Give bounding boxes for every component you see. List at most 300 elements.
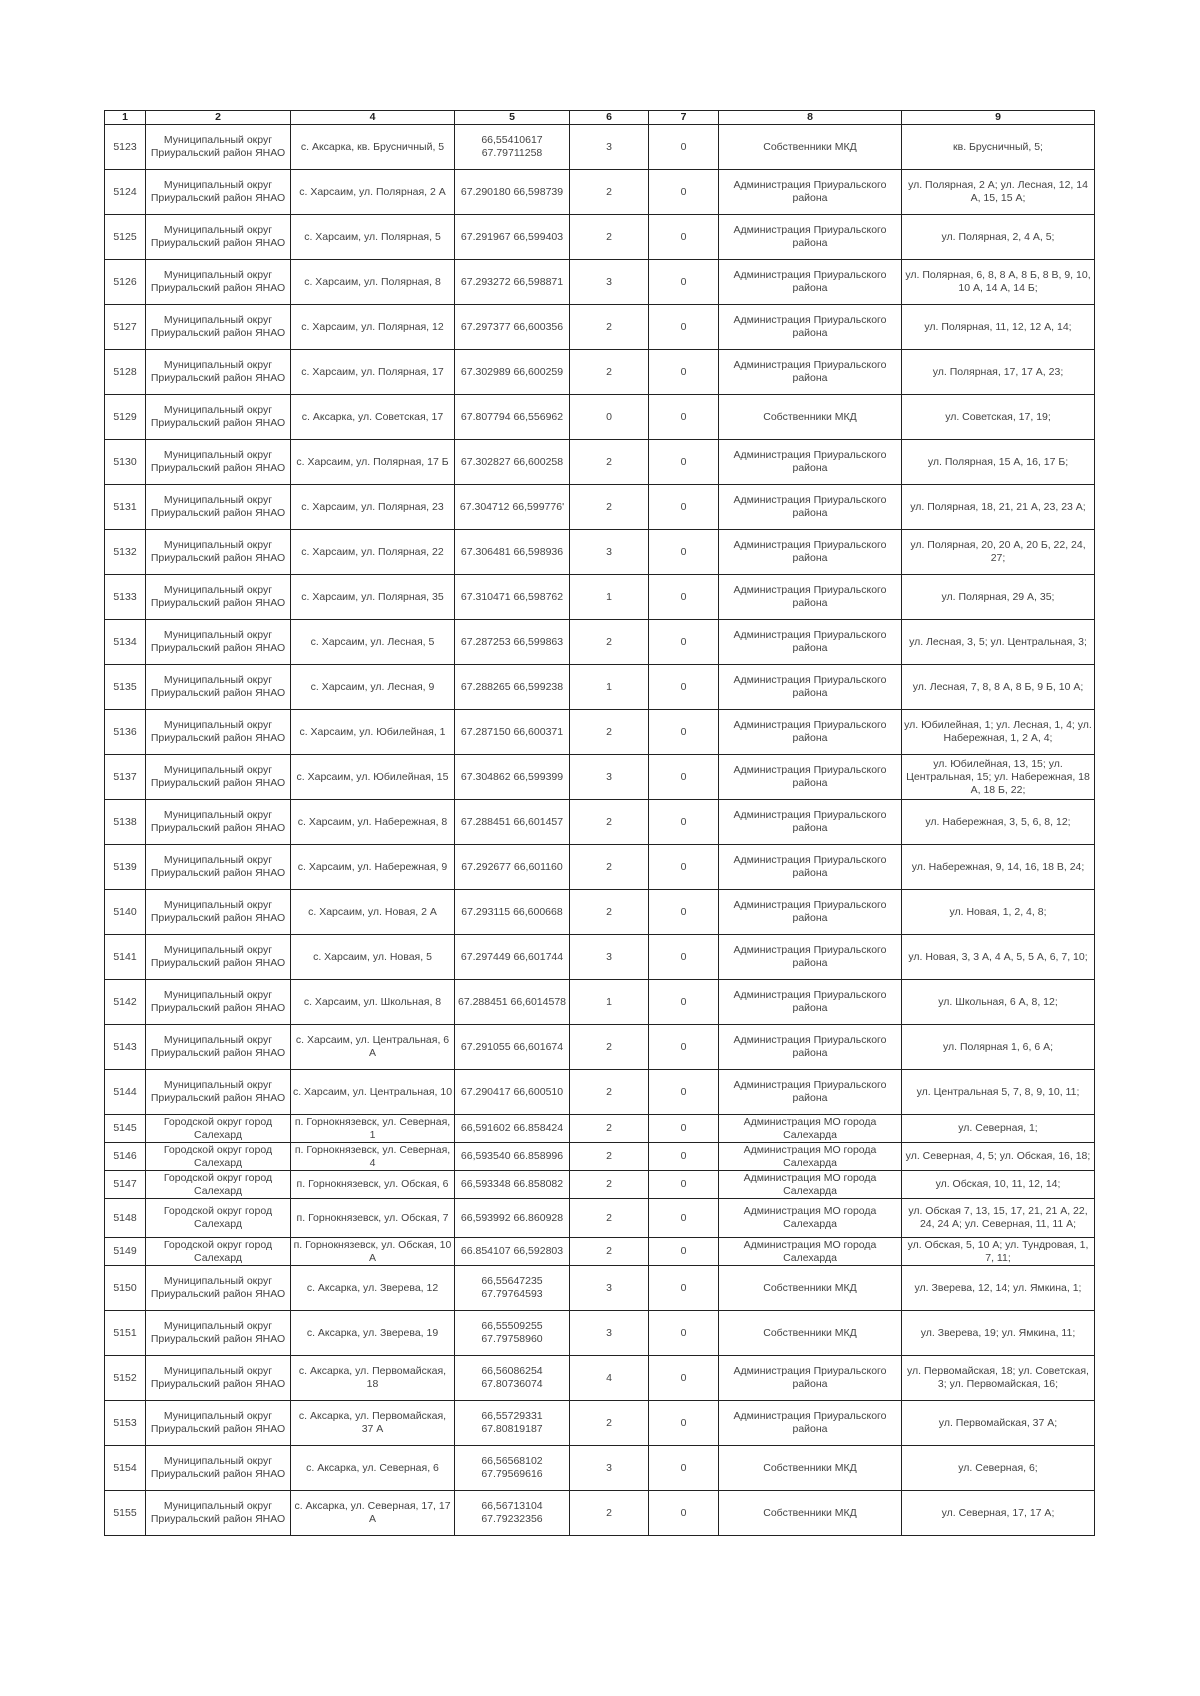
table-row (105, 350, 1095, 395)
table-cell: Муниципальный округ Приуральский район ЯНАО (146, 1401, 291, 1446)
table-cell: 0 (649, 1446, 719, 1491)
table-cell: Муниципальный округ Приуральский район ЯНАО (146, 1491, 291, 1536)
table-cell: 0 (649, 1356, 719, 1401)
table-cell: с. Харсаим, ул. Полярная, 23 (291, 485, 455, 530)
table-cell: ул. Первомайская, 37 А; (902, 1401, 1095, 1446)
table-cell: ул. Полярная, 15 А, 16, 17 Б; (902, 440, 1095, 485)
table-row (105, 620, 1095, 665)
table-cell: 0 (649, 845, 719, 890)
table-cell: Администрация МО города Салехарда (719, 1143, 902, 1171)
table-row (105, 980, 1095, 1025)
table-row (105, 1070, 1095, 1115)
table-cell: Администрация МО города Салехарда (719, 1238, 902, 1266)
column-header: 5 (455, 111, 570, 125)
table-cell: Администрация Приуральского района (719, 1401, 902, 1446)
table-cell: с. Харсаим, ул. Полярная, 22 (291, 530, 455, 575)
table-row (105, 395, 1095, 440)
table-cell: 5135 (105, 665, 146, 710)
table-cell: 2 (570, 1070, 649, 1115)
table-cell: с. Аксарка, ул. Советская, 17 (291, 395, 455, 440)
table-cell: ул. Полярная 1, 6, 6 А; (902, 1025, 1095, 1070)
table-cell: 3 (570, 125, 649, 170)
table-cell: 0 (649, 665, 719, 710)
header-row (105, 111, 1095, 125)
table-cell: 67.292677 66,601160 (455, 845, 570, 890)
table-cell: 0 (649, 710, 719, 755)
table-cell: 0 (649, 125, 719, 170)
table-cell: Муниципальный округ Приуральский район ЯНАО (146, 350, 291, 395)
table-cell: с. Харсаим, ул. Центральная, 6 А (291, 1025, 455, 1070)
table-cell: ул. Полярная, 20, 20 А, 20 Б, 22, 24, 27; (902, 530, 1095, 575)
table-cell: 66.854107 66,592803 (455, 1238, 570, 1266)
table-cell: Администрация Приуральского района (719, 440, 902, 485)
table-cell: Муниципальный округ Приуральский район ЯНАО (146, 1025, 291, 1070)
table-cell: 5142 (105, 980, 146, 1025)
table-cell: ул. Полярная, 6, 8, 8 А, 8 Б, 8 В, 9, 10, 10 А, 14 А, 14 Б; (902, 260, 1095, 305)
table-cell: ул. Полярная, 29 А, 35; (902, 575, 1095, 620)
table-row (105, 1115, 1095, 1143)
table-cell: с. Аксарка, ул. Первомайская, 18 (291, 1356, 455, 1401)
table-cell: 0 (649, 440, 719, 485)
table-cell: Муниципальный округ Приуральский район ЯНАО (146, 1070, 291, 1115)
table-cell: п. Горнокнязевск, ул. Северная, 1 (291, 1115, 455, 1143)
table-cell: Муниципальный округ Приуральский район ЯНАО (146, 575, 291, 620)
table-cell: 0 (649, 1070, 719, 1115)
table-cell: Муниципальный округ Приуральский район ЯНАО (146, 440, 291, 485)
table-row (105, 170, 1095, 215)
table-cell: с. Харсаим, ул. Полярная, 17 Б (291, 440, 455, 485)
table-cell: 5148 (105, 1199, 146, 1238)
table-cell: 0 (649, 350, 719, 395)
table-cell: 2 (570, 1491, 649, 1536)
table-cell: 5144 (105, 1070, 146, 1115)
table-cell: с. Харсаим, ул. Набережная, 8 (291, 800, 455, 845)
table-cell: с. Харсаим, ул. Полярная, 2 А (291, 170, 455, 215)
table-row (105, 1446, 1095, 1491)
table-cell: 67.302989 66,600259 (455, 350, 570, 395)
table-cell: Муниципальный округ Приуральский район ЯНАО (146, 1356, 291, 1401)
table-cell: 2 (570, 1199, 649, 1238)
table-cell: 5143 (105, 1025, 146, 1070)
table-cell: 2 (570, 170, 649, 215)
table-cell: 0 (649, 1025, 719, 1070)
table-cell: Собственники МКД (719, 1266, 902, 1311)
table-cell: Муниципальный округ Приуральский район ЯНАО (146, 710, 291, 755)
table-cell: Собственники МКД (719, 395, 902, 440)
table-cell: 2 (570, 1238, 649, 1266)
table-cell: 1 (570, 980, 649, 1025)
table-cell: 2 (570, 350, 649, 395)
table-cell: 66,593992 66.860928 (455, 1199, 570, 1238)
table-cell: Администрация Приуральского района (719, 665, 902, 710)
table-cell: 67.297449 66,601744 (455, 935, 570, 980)
table-cell: с. Харсаим, ул. Лесная, 9 (291, 665, 455, 710)
table-cell: 5127 (105, 305, 146, 350)
table-cell: Муниципальный округ Приуральский район ЯНАО (146, 125, 291, 170)
table-row (105, 1401, 1095, 1446)
table-cell: 3 (570, 530, 649, 575)
table-cell: с. Харсаим, ул. Набережная, 9 (291, 845, 455, 890)
table-cell: 2 (570, 1143, 649, 1171)
table-cell: 3 (570, 935, 649, 980)
table-row (105, 485, 1095, 530)
table-cell: 0 (649, 1311, 719, 1356)
table-cell: с. Харсаим, ул. Полярная, 12 (291, 305, 455, 350)
table-cell: Администрация Приуральского района (719, 530, 902, 575)
table-cell: 4 (570, 1356, 649, 1401)
table-cell: Собственники МКД (719, 1311, 902, 1356)
table-cell: Администрация Приуральского района (719, 485, 902, 530)
table-cell: с. Харсаим, ул. Полярная, 8 (291, 260, 455, 305)
table-cell: ул. Полярная, 17, 17 А, 23; (902, 350, 1095, 395)
table-cell: Администрация МО города Салехарда (719, 1171, 902, 1199)
table-cell: 5133 (105, 575, 146, 620)
table-cell: п. Горнокнязевск, ул. Северная, 4 (291, 1143, 455, 1171)
table-cell: ул. Северная, 1; (902, 1115, 1095, 1143)
table-cell: Муниципальный округ Приуральский район ЯНАО (146, 170, 291, 215)
table-cell: с. Харсаим, ул. Новая, 5 (291, 935, 455, 980)
table-cell: Администрация Приуральского района (719, 170, 902, 215)
table-cell: 5141 (105, 935, 146, 980)
table-cell: 5152 (105, 1356, 146, 1401)
table-cell: с. Харсаим, ул. Полярная, 5 (291, 215, 455, 260)
column-header: 8 (719, 111, 902, 125)
table-cell: 1 (570, 665, 649, 710)
table-cell: ул. Северная, 17, 17 А; (902, 1491, 1095, 1536)
table-cell: 0 (649, 1199, 719, 1238)
table-cell: Муниципальный округ Приуральский район ЯНАО (146, 305, 291, 350)
table-cell: ул. Полярная, 2, 4 А, 5; (902, 215, 1095, 260)
table-cell: 67.293272 66,598871 (455, 260, 570, 305)
table-cell: 66,55647235 67.79764593 (455, 1266, 570, 1311)
table-cell: ул. Набережная, 3, 5, 6, 8, 12; (902, 800, 1095, 845)
table-cell: 67.287253 66,599863 (455, 620, 570, 665)
table-cell: 0 (649, 1171, 719, 1199)
table-cell: п. Горнокнязевск, ул. Обская, 10 А (291, 1238, 455, 1266)
table-cell: 2 (570, 305, 649, 350)
table-cell: 0 (649, 755, 719, 800)
table-cell: Администрация Приуральского района (719, 260, 902, 305)
table-cell: 67.291967 66,599403 (455, 215, 570, 260)
table-cell: 2 (570, 620, 649, 665)
table-cell: 0 (649, 575, 719, 620)
table-cell: Муниципальный округ Приуральский район ЯНАО (146, 395, 291, 440)
table-cell: 3 (570, 1446, 649, 1491)
table-cell: 0 (649, 1401, 719, 1446)
table-cell: Городской округ город Салехард (146, 1115, 291, 1143)
table-cell: 5137 (105, 755, 146, 800)
table-cell: с. Харсаим, ул. Центральная, 10 (291, 1070, 455, 1115)
table-cell: 5132 (105, 530, 146, 575)
table-cell: Муниципальный округ Приуральский район ЯНАО (146, 800, 291, 845)
table-cell: 5146 (105, 1143, 146, 1171)
table-cell: Муниципальный округ Приуральский район ЯНАО (146, 755, 291, 800)
table-cell: 5145 (105, 1115, 146, 1143)
table-cell: Городской округ город Салехард (146, 1143, 291, 1171)
table-cell: п. Горнокнязевск, ул. Обская, 7 (291, 1199, 455, 1238)
data-table (104, 110, 1095, 1536)
column-header: 7 (649, 111, 719, 125)
table-cell: 67.302827 66,600258 (455, 440, 570, 485)
table-row (105, 440, 1095, 485)
table-cell: с. Харсаим, ул. Юбилейная, 15 (291, 755, 455, 800)
table-cell: 67.297377 66,600356 (455, 305, 570, 350)
table-cell: ул. Обская 7, 13, 15, 17, 21, 21 А, 22, 24, 24 А; ул. Северная, 11, 11 А; (902, 1199, 1095, 1238)
table-cell: 5126 (105, 260, 146, 305)
table-cell: ул. Полярная, 2 А; ул. Лесная, 12, 14 А, 15, 15 А; (902, 170, 1095, 215)
table-row (105, 575, 1095, 620)
table-cell: Администрация Приуральского района (719, 575, 902, 620)
table-cell: 66,593348 66.858082 (455, 1171, 570, 1199)
table-cell: Администрация МО города Салехарда (719, 1199, 902, 1238)
table-cell: Администрация Приуральского района (719, 620, 902, 665)
table-cell: Муниципальный округ Приуральский район ЯНАО (146, 215, 291, 260)
table-cell: 5153 (105, 1401, 146, 1446)
table-row (105, 665, 1095, 710)
table-cell: с. Аксарка, ул. Зверева, 19 (291, 1311, 455, 1356)
table-cell: 1 (570, 575, 649, 620)
table-cell: 66,55410617 67.79711258 (455, 125, 570, 170)
table-cell: Администрация Приуральского района (719, 1356, 902, 1401)
table-cell: 3 (570, 1311, 649, 1356)
table-row (105, 1238, 1095, 1266)
table-cell: Администрация МО города Салехарда (719, 1115, 902, 1143)
table-cell: с. Аксарка, ул. Первомайская, 37 А (291, 1401, 455, 1446)
table-cell: Администрация Приуральского района (719, 350, 902, 395)
table-cell: 67.304862 66,599399 (455, 755, 570, 800)
table-cell: 2 (570, 215, 649, 260)
table-cell: ул. Полярная, 18, 21, 21 А, 23, 23 А; (902, 485, 1095, 530)
table-cell: 0 (649, 890, 719, 935)
table-cell: Администрация Приуральского района (719, 800, 902, 845)
table-cell: 0 (649, 980, 719, 1025)
table-cell: ул. Обская, 5, 10 А; ул. Тундровая, 1, 7, 11; (902, 1238, 1095, 1266)
table-cell: 5125 (105, 215, 146, 260)
table-row (105, 800, 1095, 845)
table-cell: ул. Зверева, 19; ул. Ямкина, 11; (902, 1311, 1095, 1356)
table-cell: 67.290180 66,598739 (455, 170, 570, 215)
table-cell: с. Харсаим, ул. Школьная, 8 (291, 980, 455, 1025)
table-row (105, 845, 1095, 890)
table-cell: 66,593540 66.858996 (455, 1143, 570, 1171)
table-cell: ул. Полярная, 11, 12, 12 А, 14; (902, 305, 1095, 350)
table-cell: 5139 (105, 845, 146, 890)
table-cell: 3 (570, 1266, 649, 1311)
table-cell: 2 (570, 485, 649, 530)
table-cell: ул. Северная, 4, 5; ул. Обская, 16, 18; (902, 1143, 1095, 1171)
table-row (105, 1491, 1095, 1536)
table-cell: Администрация Приуральского района (719, 935, 902, 980)
table-row (105, 1025, 1095, 1070)
table-cell: ул. Школьная, 6 А, 8, 12; (902, 980, 1095, 1025)
table-cell: 0 (649, 1266, 719, 1311)
table-cell: ул. Первомайская, 18; ул. Советская, 3; ул. Первомайская, 16; (902, 1356, 1095, 1401)
table-cell: 0 (649, 260, 719, 305)
table-cell: 5123 (105, 125, 146, 170)
table-cell: 5129 (105, 395, 146, 440)
table-cell: с. Харсаим, ул. Лесная, 5 (291, 620, 455, 665)
table-cell: Администрация Приуральского района (719, 305, 902, 350)
table-cell: 0 (649, 170, 719, 215)
table-row (105, 1266, 1095, 1311)
table-cell: ул. Новая, 3, 3 А, 4 А, 5, 5 А, 6, 7, 10; (902, 935, 1095, 980)
table-cell: 5134 (105, 620, 146, 665)
table-row (105, 710, 1095, 755)
table-cell: 67.288265 66,599238 (455, 665, 570, 710)
table-cell: ул. Набережная, 9, 14, 16, 18 В, 24; (902, 845, 1095, 890)
table-cell: 0 (649, 530, 719, 575)
table-cell: 0 (649, 1238, 719, 1266)
table-cell: с. Харсаим, ул. Полярная, 17 (291, 350, 455, 395)
table-cell: 0 (649, 305, 719, 350)
table-cell: Муниципальный округ Приуральский район ЯНАО (146, 665, 291, 710)
table-cell: Собственники МКД (719, 1491, 902, 1536)
table-cell: 2 (570, 845, 649, 890)
table-cell: 5138 (105, 800, 146, 845)
table-cell: 5128 (105, 350, 146, 395)
table-cell: ул. Лесная, 7, 8, 8 А, 8 Б, 9 Б, 10 А; (902, 665, 1095, 710)
table-cell: кв. Брусничный, 5; (902, 125, 1095, 170)
table-cell: 5130 (105, 440, 146, 485)
table-row (105, 935, 1095, 980)
table-cell: 67.287150 66,600371 (455, 710, 570, 755)
table-cell: Муниципальный округ Приуральский район ЯНАО (146, 935, 291, 980)
table-cell: 0 (649, 485, 719, 530)
table-cell: 5124 (105, 170, 146, 215)
table-cell: ул. Новая, 1, 2, 4, 8; (902, 890, 1095, 935)
table-cell: 66,56086254 67.80736074 (455, 1356, 570, 1401)
table-cell: 2 (570, 710, 649, 755)
table-cell: 2 (570, 1171, 649, 1199)
table-cell: 67.310471 66,598762 (455, 575, 570, 620)
table-cell: 5155 (105, 1491, 146, 1536)
table-cell: с. Аксарка, кв. Брусничный, 5 (291, 125, 455, 170)
table-cell: Администрация Приуральского района (719, 1070, 902, 1115)
table-cell: 0 (649, 1491, 719, 1536)
table-cell: 5131 (105, 485, 146, 530)
table-row (105, 125, 1095, 170)
table-cell: 3 (570, 755, 649, 800)
column-header: 4 (291, 111, 455, 125)
table-cell: Муниципальный округ Приуральский район ЯНАО (146, 1446, 291, 1491)
column-header: 9 (902, 111, 1095, 125)
table-cell: 66,56568102 67.79569616 (455, 1446, 570, 1491)
table-row (105, 215, 1095, 260)
table-cell: ул. Советская, 17, 19; (902, 395, 1095, 440)
table-cell: 2 (570, 440, 649, 485)
table-cell: 5151 (105, 1311, 146, 1356)
table-cell: 0 (649, 620, 719, 665)
table-cell: Муниципальный округ Приуральский район ЯНАО (146, 890, 291, 935)
table-cell: п. Горнокнязевск, ул. Обская, 6 (291, 1171, 455, 1199)
table-cell: 0 (649, 1143, 719, 1171)
table-cell: Муниципальный округ Приуральский район ЯНАО (146, 260, 291, 305)
table-cell: 67.288451 66,601457 (455, 800, 570, 845)
table-row (105, 890, 1095, 935)
table-cell: 5149 (105, 1238, 146, 1266)
table-cell: Муниципальный округ Приуральский район ЯНАО (146, 485, 291, 530)
table-row (105, 305, 1095, 350)
table-cell: 67.306481 66,598936 (455, 530, 570, 575)
table-cell: ул. Северная, 6; (902, 1446, 1095, 1491)
table-cell: 67.304712 66,599776' (455, 485, 570, 530)
table-cell: 0 (649, 935, 719, 980)
table-cell: 5154 (105, 1446, 146, 1491)
table-cell: 66,55729331 67.80819187 (455, 1401, 570, 1446)
table-cell: с. Харсаим, ул. Полярная, 35 (291, 575, 455, 620)
table-cell: ул. Юбилейная, 13, 15; ул. Центральная, 15; ул. Набережная, 18 А, 18 Б, 22; (902, 755, 1095, 800)
table-cell: Администрация Приуральского района (719, 755, 902, 800)
table-cell: 0 (649, 800, 719, 845)
table-cell: 66,56713104 67.79232356 (455, 1491, 570, 1536)
table-cell: 3 (570, 260, 649, 305)
table-cell: Собственники МКД (719, 125, 902, 170)
table-cell: 67.291055 66,601674 (455, 1025, 570, 1070)
table-cell: с. Харсаим, ул. Новая, 2 А (291, 890, 455, 935)
table-cell: 2 (570, 800, 649, 845)
table-row (105, 530, 1095, 575)
column-header: 6 (570, 111, 649, 125)
table-cell: 0 (649, 1115, 719, 1143)
table-cell: Муниципальный округ Приуральский район ЯНАО (146, 980, 291, 1025)
table-cell: 2 (570, 890, 649, 935)
table-cell: 67.288451 66,6014578 (455, 980, 570, 1025)
table-row (105, 260, 1095, 305)
table-cell: Администрация Приуральского района (719, 845, 902, 890)
table-row (105, 1356, 1095, 1401)
table-row (105, 1199, 1095, 1238)
table-cell: с. Харсаим, ул. Юбилейная, 1 (291, 710, 455, 755)
table-cell: 0 (570, 395, 649, 440)
table-cell: Муниципальный округ Приуральский район ЯНАО (146, 620, 291, 665)
table-cell: ул. Юбилейная, 1; ул. Лесная, 1, 4; ул. Набережная, 1, 2 А, 4; (902, 710, 1095, 755)
table-cell: 67.293115 66,600668 (455, 890, 570, 935)
table-cell: с. Аксарка, ул. Северная, 6 (291, 1446, 455, 1491)
table-row (105, 755, 1095, 800)
table-cell: Муниципальный округ Приуральский район ЯНАО (146, 845, 291, 890)
table-cell: ул. Лесная, 3, 5; ул. Центральная, 3; (902, 620, 1095, 665)
table-cell: 67.290417 66,600510 (455, 1070, 570, 1115)
table-cell: 66,55509255 67.79758960 (455, 1311, 570, 1356)
table-cell: 0 (649, 215, 719, 260)
table-cell: 0 (649, 395, 719, 440)
table-cell: Городской округ город Салехард (146, 1238, 291, 1266)
table-cell: 5136 (105, 710, 146, 755)
table-cell: Администрация Приуральского района (719, 710, 902, 755)
table-cell: Администрация Приуральского района (719, 890, 902, 935)
table-cell: Администрация Приуральского района (719, 1025, 902, 1070)
table-cell: Муниципальный округ Приуральский район ЯНАО (146, 1266, 291, 1311)
table-cell: Муниципальный округ Приуральский район ЯНАО (146, 530, 291, 575)
table-cell: 5140 (105, 890, 146, 935)
table-cell: ул. Центральная 5, 7, 8, 9, 10, 11; (902, 1070, 1095, 1115)
table-cell: 2 (570, 1115, 649, 1143)
column-header: 1 (105, 111, 146, 125)
table-cell: ул. Обская, 10, 11, 12, 14; (902, 1171, 1095, 1199)
table-cell: Собственники МКД (719, 1446, 902, 1491)
table-cell: Администрация Приуральского района (719, 980, 902, 1025)
table-cell: 2 (570, 1401, 649, 1446)
table-cell: Городской округ город Салехард (146, 1171, 291, 1199)
table-cell: ул. Зверева, 12, 14; ул. Ямкина, 1; (902, 1266, 1095, 1311)
table-cell: 67.807794 66,556962 (455, 395, 570, 440)
table-row (105, 1311, 1095, 1356)
table-cell: с. Аксарка, ул. Зверева, 12 (291, 1266, 455, 1311)
table-cell: Администрация Приуральского района (719, 215, 902, 260)
table-cell: 66,591602 66.858424 (455, 1115, 570, 1143)
table-cell: Муниципальный округ Приуральский район ЯНАО (146, 1311, 291, 1356)
table-cell: 5150 (105, 1266, 146, 1311)
